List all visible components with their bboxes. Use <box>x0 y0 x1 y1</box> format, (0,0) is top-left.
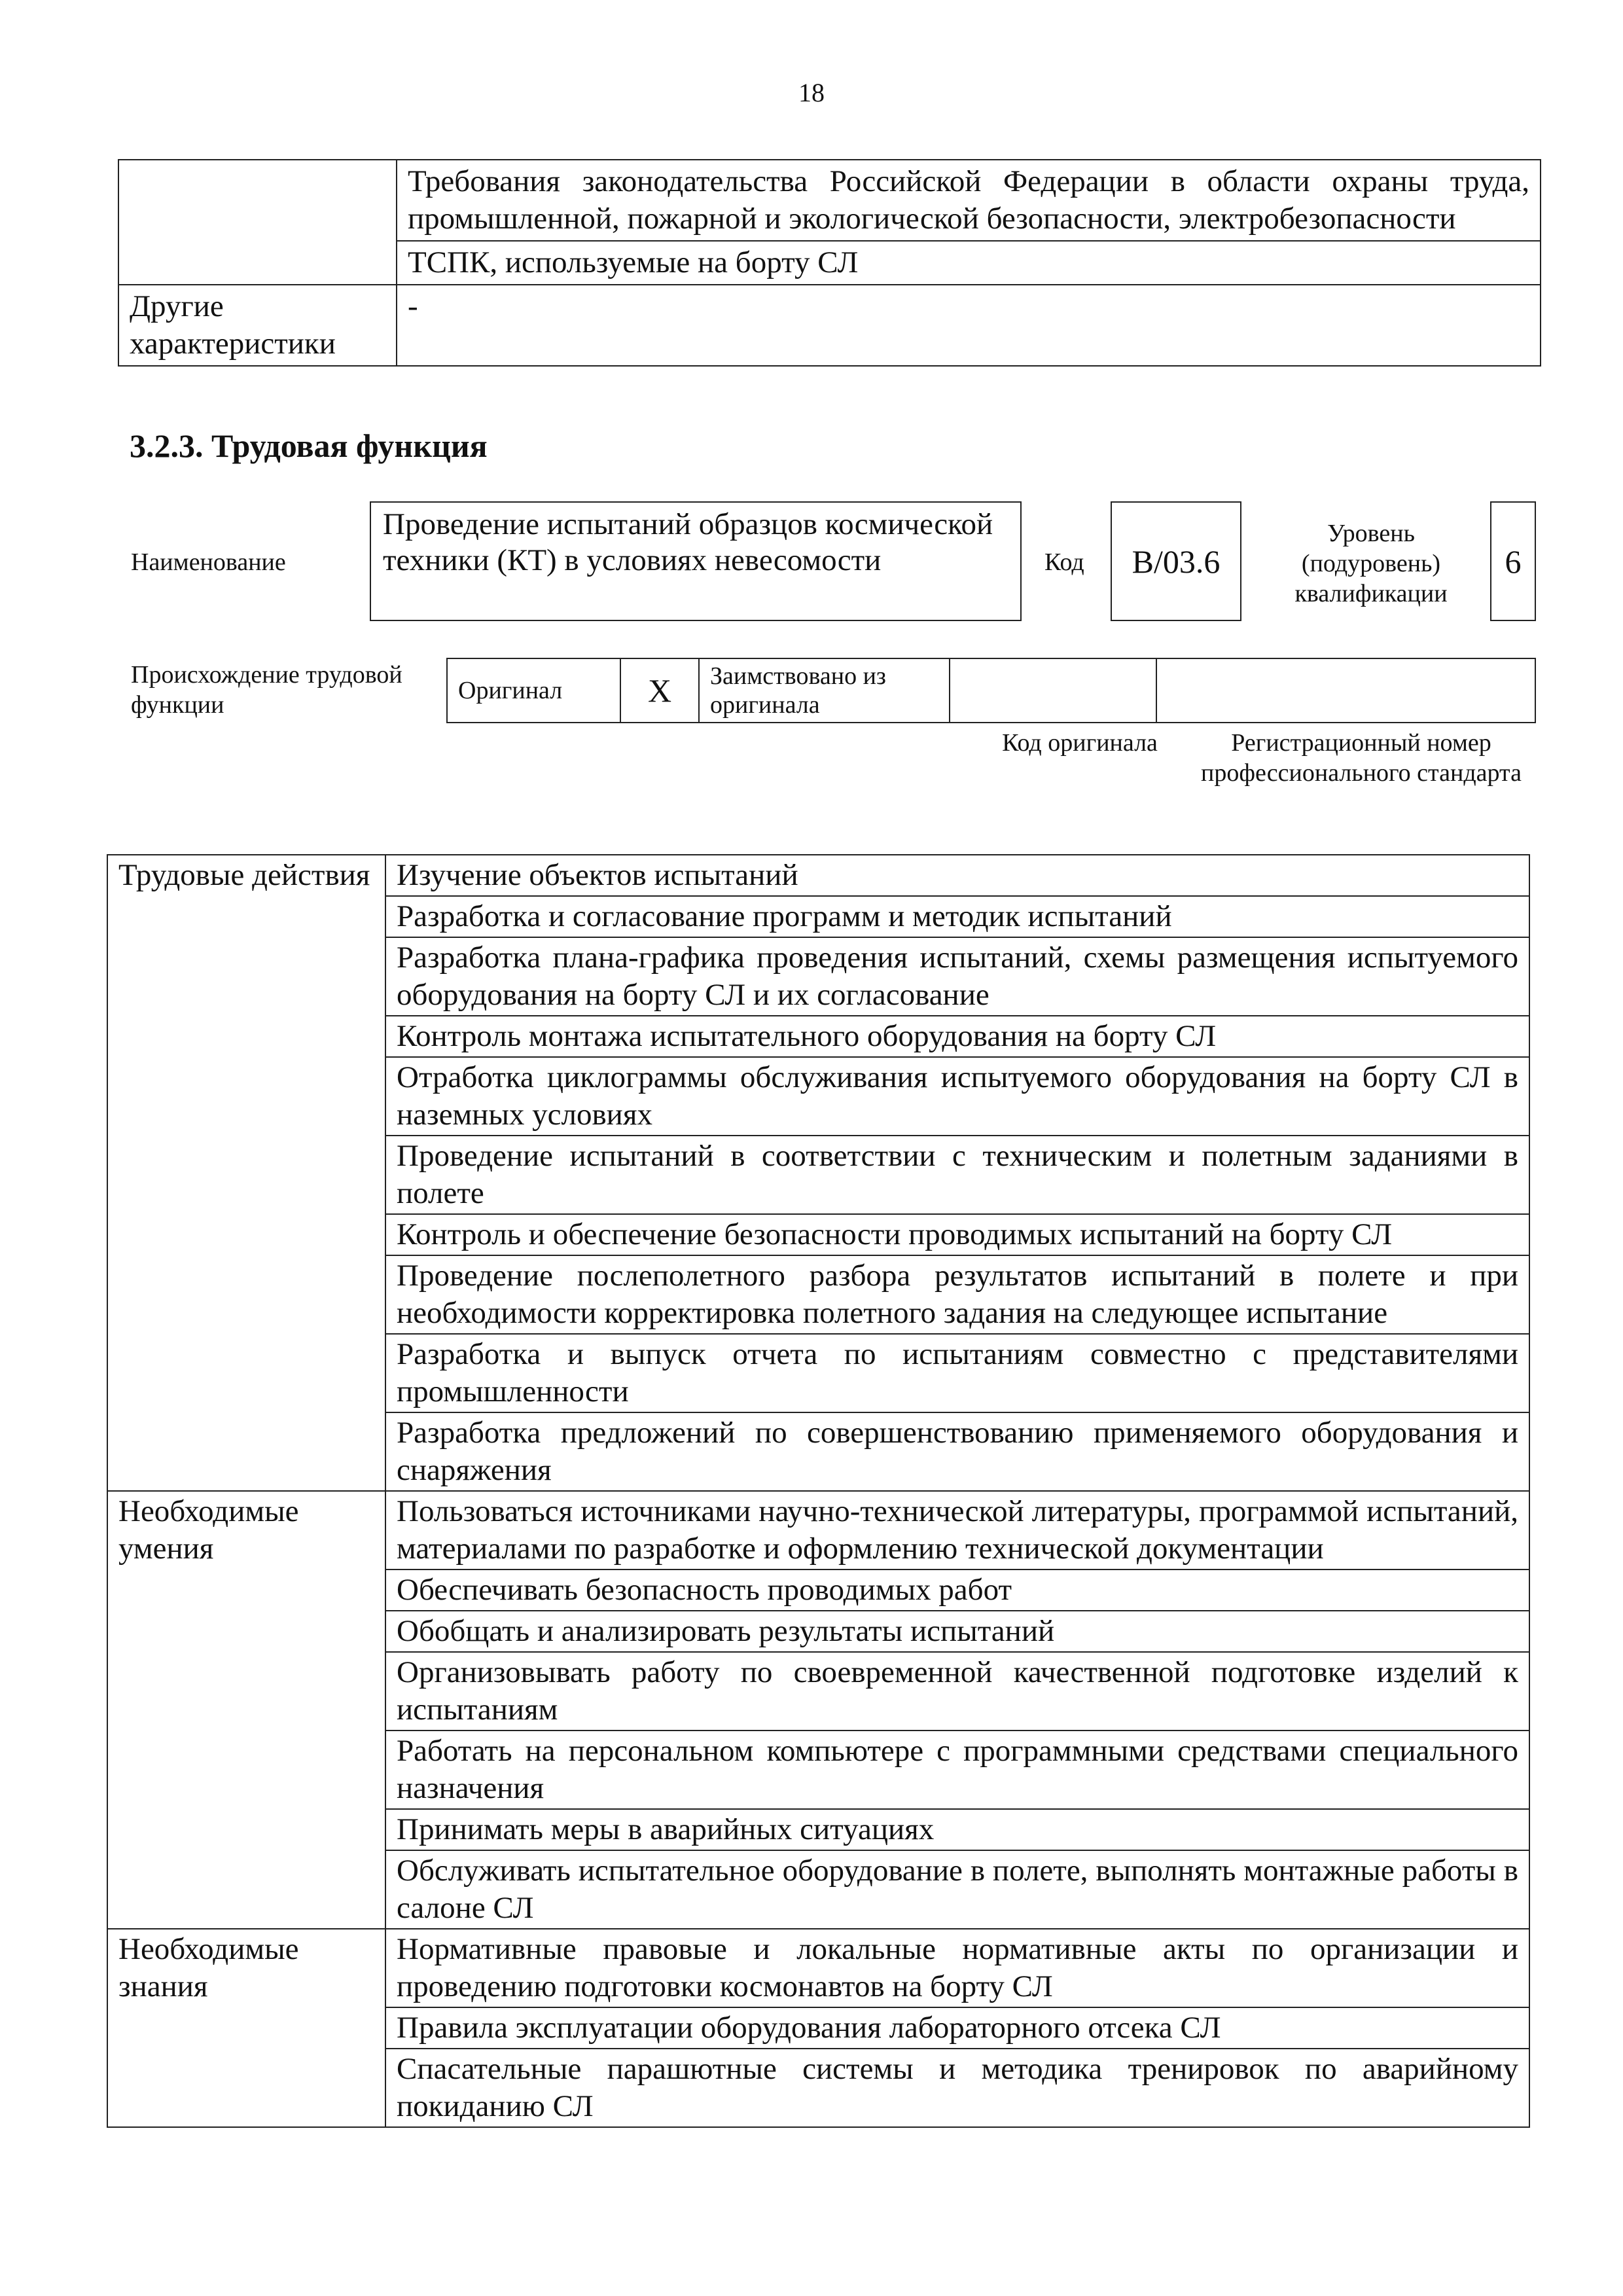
table-row <box>118 160 1541 241</box>
table-cell: Разработка предложений по совершенствованию применяемого оборудования и снаряжения <box>385 1412 1529 1491</box>
table-cell: Работать на персональном компьютере с программными средствами специального назначения <box>385 1731 1529 1809</box>
row-label <box>118 160 397 285</box>
table-cell: Проведение испытаний в соответствии с техническим и полетным заданиями в полете <box>385 1136 1529 1214</box>
table-cell: Изучение объектов испытаний <box>385 855 1529 896</box>
table-cell: Разработка и выпуск отчета по испытаниям совместно с представителями промышленности <box>385 1334 1529 1412</box>
page-number: 18 <box>798 78 825 107</box>
top-table <box>118 159 1541 367</box>
group-label: Необходимые умения <box>107 1491 385 1929</box>
table-row <box>447 658 1535 723</box>
reg-number-cell <box>1156 658 1535 723</box>
origin-label: Происхождение трудовой функции <box>131 661 402 719</box>
level-value-box: 6 <box>1490 501 1536 621</box>
section-title: 3.2.3. Трудовая функция <box>130 427 488 464</box>
borrowed-label: Заимствовано из оригинала <box>699 658 950 723</box>
table-cell: Обслуживать испытательное оборудование в полете, выполнять монтажные работы в салоне СЛ <box>385 1850 1529 1929</box>
table-cell: Правила эксплуатации оборудования лабораторного отсека СЛ <box>385 2007 1529 2049</box>
table-cell: Разработка плана-графика проведения испытаний, схемы размещения испытуемого оборудования на борту СЛ и их согласование <box>385 937 1529 1016</box>
table-cell: Спасательные парашютные системы и методика тренировок по аварийному покиданию СЛ <box>385 2049 1529 2127</box>
group-label: Необходимые знания <box>107 1929 385 2127</box>
table-cell: Требования законодательства Российской Федерации в области охраны труда, промышленной, пожарной и экологической безопасности, электробезопасности <box>397 160 1541 241</box>
table-cell: Контроль и обеспечение безопасности проводимых испытаний на борту СЛ <box>385 1214 1529 1255</box>
table-row <box>107 1929 1529 2007</box>
table-cell: Организовывать работу по своевременной качественной подготовке изделий к испытаниям <box>385 1652 1529 1731</box>
table-row <box>107 1491 1529 1570</box>
reg-number-caption: Регистрационный номер профессионального стандарта <box>1201 729 1522 787</box>
code-value-box: B/03.6 <box>1111 501 1241 621</box>
code-original-cell <box>950 658 1156 723</box>
code-label: Код <box>1044 548 1084 576</box>
original-label: Оригинал <box>447 658 620 723</box>
group-label: Трудовые действия <box>107 855 385 1491</box>
table-cell: Нормативные правовые и локальные нормативные акты по организации и проведению подготовки космонавтов на борту СЛ <box>385 1929 1529 2007</box>
table-cell: - <box>397 285 1541 366</box>
table-cell: Обеспечивать безопасность проводимых работ <box>385 1570 1529 1611</box>
table-cell: Принимать меры в аварийных ситуациях <box>385 1809 1529 1850</box>
table-cell: Пользоваться источниками научно-технической литературы, программой испытаний, материалами по разработке и оформлению технической документации <box>385 1491 1529 1570</box>
table-cell: Отработка циклограммы обслуживания испытуемого оборудования на борту СЛ в наземных условиях <box>385 1057 1529 1136</box>
level-label: Уровень (подуровень) квалификации <box>1294 520 1448 607</box>
name-label: Наименование <box>131 548 286 576</box>
table-cell: Контроль монтажа испытательного оборудования на борту СЛ <box>385 1016 1529 1057</box>
table-row <box>118 285 1541 366</box>
function-name-box: Проведение испытаний образцов космической техники (КТ) в условиях невесомости <box>370 501 1022 621</box>
table-cell: Обобщать и анализировать результаты испытаний <box>385 1611 1529 1652</box>
row-label: Другие характеристики <box>118 285 397 366</box>
code-original-caption: Код оригинала <box>1002 729 1158 757</box>
original-mark: X <box>620 658 699 723</box>
table-cell: Проведение послеполетного разбора результатов испытаний в полете и при необходимости корректировка полетного задания на следующее испытание <box>385 1255 1529 1334</box>
main-table <box>107 854 1530 2128</box>
table-cell: Разработка и согласование программ и методик испытаний <box>385 896 1529 937</box>
table-cell: ТСПК, используемые на борту СЛ <box>397 241 1541 285</box>
origin-table <box>446 658 1536 723</box>
table-row <box>107 855 1529 896</box>
